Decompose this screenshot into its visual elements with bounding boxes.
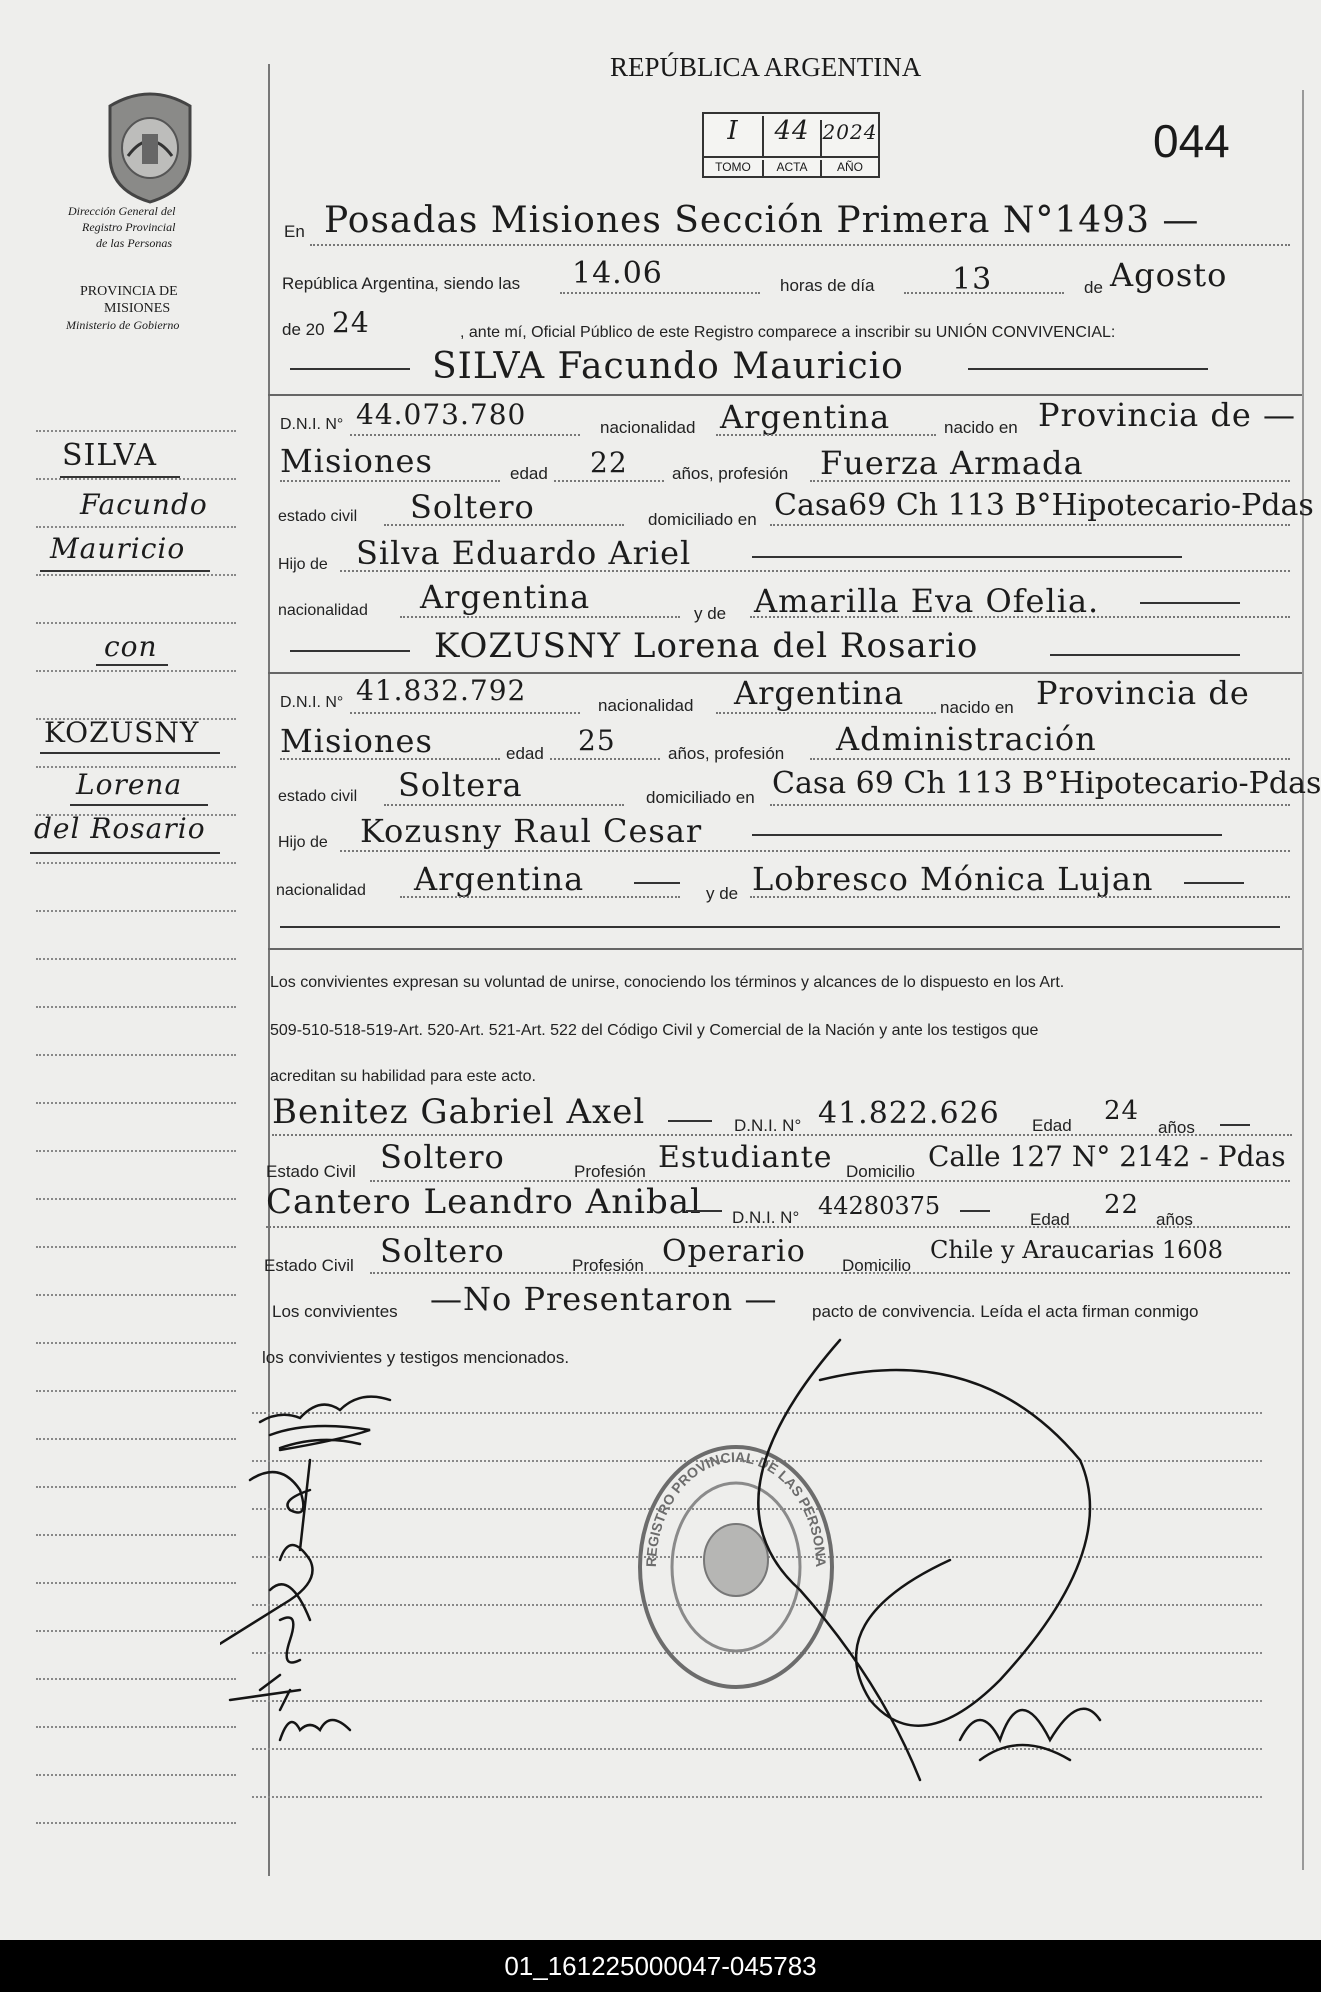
p1-nacionalidad: Argentina bbox=[720, 398, 891, 436]
p2-dni-label: D.N.I. N° bbox=[280, 694, 344, 711]
w1-edad-label: Edad bbox=[1032, 1116, 1072, 1135]
p2-padre: Kozusny Raul Cesar bbox=[360, 812, 703, 850]
right-rule bbox=[1302, 90, 1304, 1870]
w1-profesion-label: Profesión bbox=[574, 1162, 646, 1181]
w2-name: Cantero Leandro Anibal bbox=[266, 1182, 702, 1222]
year-suffix: 24 bbox=[332, 306, 370, 339]
p1-yde-label: y de bbox=[694, 604, 727, 623]
declaration-line1: Los convivientes expresan su voluntad de unirse, conociendo los términos y alcances de lo dispuesto en los Art. bbox=[270, 974, 1065, 991]
w2-domicilio-label: Domicilio bbox=[842, 1256, 911, 1275]
p1-nacido-2: Misiones bbox=[280, 442, 433, 480]
w2-anos-label: años bbox=[1156, 1210, 1193, 1229]
country-title: REPÚBLICA ARGENTINA bbox=[610, 52, 922, 82]
p1-domicilio-label: domiciliado en bbox=[648, 510, 757, 529]
signature-marks bbox=[220, 1260, 1280, 1800]
w1-anos-label: años bbox=[1158, 1118, 1195, 1137]
year-prefix: de 20 bbox=[282, 320, 325, 339]
margin-p1-name1: Facundo bbox=[80, 488, 208, 521]
p1-edad: 22 bbox=[590, 446, 628, 479]
margin-p2-name1: Lorena bbox=[76, 768, 183, 801]
p2-hijo-label: Hijo de bbox=[278, 834, 328, 851]
p2-edad: 25 bbox=[578, 724, 616, 757]
p2-madre: Lobresco Mónica Lujan bbox=[752, 860, 1154, 898]
p1-dni: 44.073.780 bbox=[356, 398, 527, 431]
p2-estado: Soltera bbox=[398, 766, 523, 804]
emblem-dept-line2: Registro Provincial bbox=[82, 220, 176, 234]
place-value: Posadas Misiones Sección Primera N°1493 — bbox=[324, 200, 1200, 241]
p1-hijo-label: Hijo de bbox=[278, 556, 328, 573]
closing-pacto-text: pacto de convivencia. Leída el acta firman conmigo bbox=[812, 1302, 1199, 1321]
w1-domicilio-label: Domicilio bbox=[846, 1162, 915, 1181]
registry-box bbox=[702, 112, 880, 178]
margin-p2-name2: del Rosario bbox=[34, 812, 206, 845]
republic-label: República Argentina, siendo las bbox=[282, 274, 521, 293]
person1-full-name: SILVA Facundo Mauricio bbox=[432, 346, 904, 387]
w1-edad: 24 bbox=[1104, 1096, 1140, 1126]
w2-edad-label: Edad bbox=[1030, 1210, 1070, 1229]
p2-estado-label: estado civil bbox=[278, 788, 358, 805]
act-number: 044 bbox=[1153, 115, 1230, 167]
p1-nac-label: nacionalidad bbox=[600, 418, 696, 437]
p2-nac-padre: Argentina bbox=[414, 860, 585, 898]
w1-name: Benitez Gabriel Axel bbox=[272, 1092, 646, 1132]
day-value: 13 bbox=[952, 262, 993, 297]
p1-dni-label: D.N.I. N° bbox=[280, 416, 344, 433]
declaration-line2: 509-510-518-519-Art. 520-Art. 521-Art. 522 del Código Civil y Comercial de la Nación y ante los testigos que bbox=[270, 1022, 1039, 1039]
svg-text:REGISTRO PROVINCIAL DE LAS PER: REGISTRO PROVINCIAL DE LAS PERSONA bbox=[642, 1448, 830, 1568]
p1-estado: Soltero bbox=[410, 488, 535, 526]
w2-dni: 44280375 bbox=[818, 1192, 941, 1220]
w1-domicilio: Calle 127 N° 2142 - Pdas bbox=[928, 1140, 1286, 1173]
w1-estado-label: Estado Civil bbox=[266, 1162, 356, 1181]
p1-nac2-label: nacionalidad bbox=[278, 602, 368, 619]
w1-dni-label: D.N.I. N° bbox=[734, 1116, 802, 1135]
p1-profesion: Fuerza Armada bbox=[820, 444, 1084, 482]
p1-nacido-label: nacido en bbox=[944, 418, 1018, 437]
anio-value: 2024 bbox=[820, 120, 878, 156]
declaration-line3: acreditan su habilidad para este acto. bbox=[270, 1068, 536, 1085]
p2-domicilio-label: domiciliado en bbox=[646, 788, 755, 807]
p2-anos-prof-label: años, profesión bbox=[668, 744, 785, 763]
p1-madre: Amarilla Eva Ofelia. bbox=[754, 582, 1100, 620]
p2-nac-label: nacionalidad bbox=[598, 696, 694, 715]
emblem-dept-line3: de las Personas bbox=[96, 236, 172, 250]
en-label: En bbox=[284, 222, 305, 241]
emblem-ministry: Ministerio de Gobierno bbox=[66, 318, 180, 332]
tomo-label: TOMO bbox=[715, 160, 751, 174]
person2-full-name: KOZUSNY Lorena del Rosario bbox=[434, 626, 979, 666]
p1-edad-label: edad bbox=[510, 464, 548, 483]
acta-label: ACTA bbox=[762, 160, 820, 176]
acta-value: 44 bbox=[762, 116, 820, 156]
p2-nacido-label: nacido en bbox=[940, 698, 1014, 717]
anio-label: AÑO bbox=[820, 160, 878, 176]
w1-estado: Soltero bbox=[380, 1138, 505, 1176]
margin-connector: con bbox=[104, 630, 158, 663]
w2-domicilio: Chile y Araucarias 1608 bbox=[930, 1236, 1223, 1264]
statement: , ante mí, Oficial Público de este Registro comparece a inscribir su UNIÓN CONVIVENCIAL: bbox=[460, 324, 1116, 341]
w2-dni-label: D.N.I. N° bbox=[732, 1208, 800, 1227]
provincial-emblem bbox=[98, 86, 202, 206]
w1-profesion: Estudiante bbox=[658, 1140, 833, 1175]
margin-p2-surname: KOZUSNY bbox=[44, 716, 200, 749]
p2-dni: 41.832.792 bbox=[356, 674, 527, 707]
w2-profesion-label: Profesión bbox=[572, 1256, 644, 1275]
file-id-footer: 01_161225000047-045783 bbox=[0, 1940, 1321, 1992]
margin-p1-name2: Mauricio bbox=[50, 532, 186, 565]
p2-nac2-label: nacionalidad bbox=[276, 882, 366, 899]
p1-nac-padre: Argentina bbox=[420, 578, 591, 616]
p1-estado-label: estado civil bbox=[278, 508, 358, 525]
p2-profesion: Administración bbox=[836, 720, 1097, 758]
month-value: Agosto bbox=[1110, 256, 1228, 294]
w2-edad: 22 bbox=[1104, 1190, 1140, 1220]
w2-estado: Soltero bbox=[380, 1232, 505, 1270]
w1-dni: 41.822.626 bbox=[818, 1096, 1000, 1131]
p1-padre: Silva Eduardo Ariel bbox=[356, 534, 692, 572]
emblem-prov-line1: PROVINCIA DE bbox=[80, 284, 178, 299]
p1-nacido-1: Provincia de — bbox=[1038, 396, 1297, 434]
p2-nacionalidad: Argentina bbox=[734, 674, 905, 712]
p2-edad-label: edad bbox=[506, 744, 544, 763]
hours-label: horas de día bbox=[780, 276, 875, 295]
margin-p1-surname: SILVA bbox=[62, 438, 158, 473]
closing-convivientes-label: Los convivientes bbox=[272, 1302, 398, 1321]
p1-anos-prof-label: años, profesión bbox=[672, 464, 789, 483]
w2-estado-label: Estado Civil bbox=[264, 1256, 354, 1275]
p2-nacido-2: Misiones bbox=[280, 722, 433, 760]
emblem-dept-line1: Dirección General del bbox=[68, 204, 176, 218]
closing-pacto-value: —No Presentaron — bbox=[430, 1280, 778, 1318]
de-label: de bbox=[1084, 278, 1103, 297]
p2-domicilio: Casa 69 Ch 113 B°Hipotecario-Pdas bbox=[772, 766, 1321, 801]
p2-nacido-1: Provincia de bbox=[1036, 674, 1250, 712]
tomo-value: I bbox=[727, 116, 739, 146]
closing-line2: los convivientes y testigos mencionados. bbox=[262, 1348, 570, 1367]
emblem-prov-line2: MISIONES bbox=[104, 301, 171, 316]
w2-profesion: Operario bbox=[662, 1234, 806, 1269]
p2-yde-label: y de bbox=[706, 884, 739, 903]
time-value: 14.06 bbox=[572, 256, 663, 291]
p1-domicilio: Casa69 Ch 113 B°Hipotecario-Pdas bbox=[774, 488, 1314, 523]
